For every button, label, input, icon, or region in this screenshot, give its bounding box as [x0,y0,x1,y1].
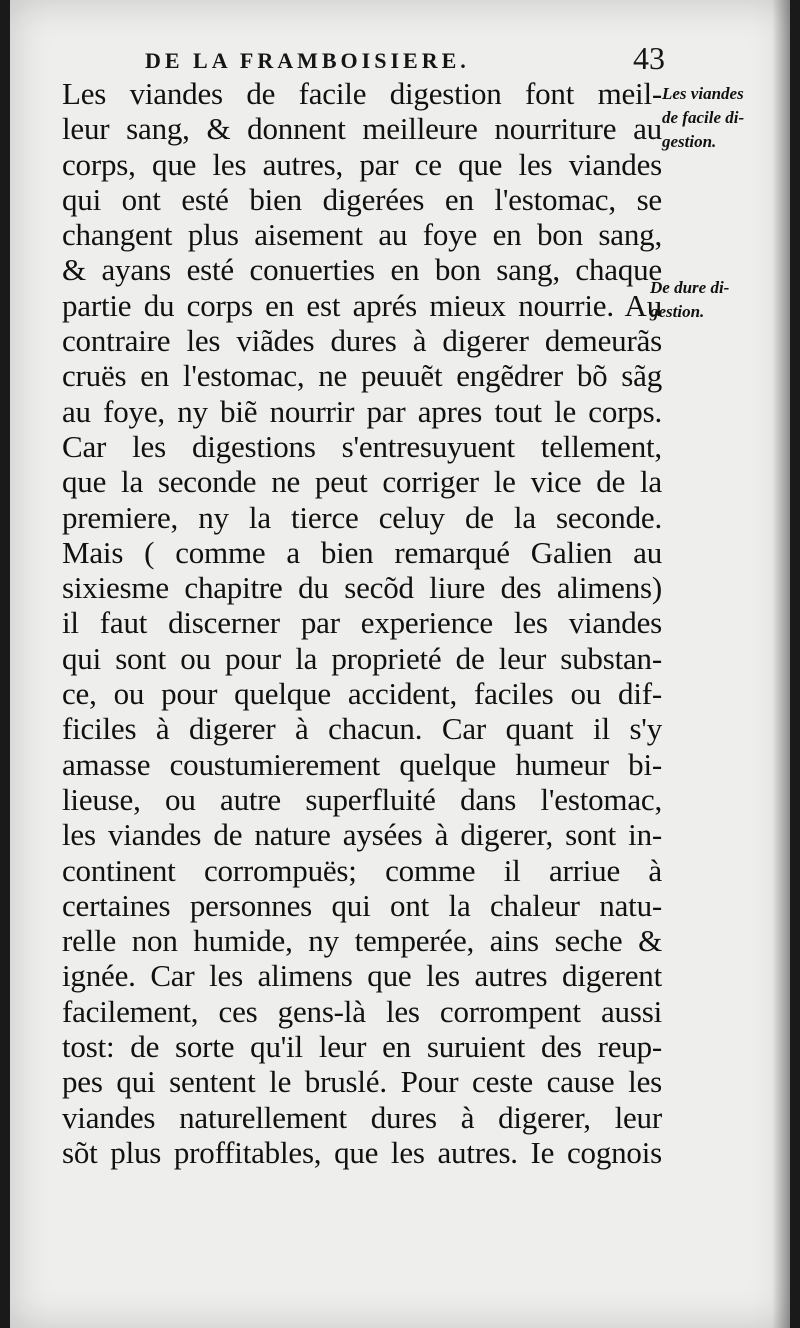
text-line: qui ont esté bien digerées en l'estomac, se [62,181,662,217]
show-through-marks [70,1180,670,1204]
text-line: & ayans esté conuerties en bon sang, chaque [62,252,662,288]
margin-note-line: De dure di- [650,278,730,297]
text-line: au foye, ny biẽ nourrir par apres tout le corps. [62,393,662,429]
text-line: tost: de sorte qu'il leur en suruient des reup- [62,1029,662,1065]
text-line: relle non humide, ny temperée, ains seche & [62,923,662,959]
show-through-marks [680,760,790,784]
text-line: cruës en l'estomac, ne peuuẽt engẽdrer bõ sãg [62,358,662,394]
text-line: certaines personnes qui ont la chaleur natu- [62,887,662,923]
text-line: continent corrompuës; comme il arriue à [62,852,662,888]
text-line: que la seconde ne peut corriger le vice de la [62,464,662,500]
running-head-title: DE LA FRAMBOISIERE. [145,48,470,73]
text-line: corps, que les autres, par ce que les viandes [62,146,662,182]
running-head [145,38,665,78]
text-line: Car les digestions s'entresuyuent tellement, [62,428,662,464]
text-line: ignée. Car les alimens que les autres digerent [62,958,662,994]
text-line: sixiesme chapitre du secõd liure des alimens) [62,570,662,606]
text-line: contraire les viãdes dures à digerer demeurãs [62,323,662,359]
text-line: viandes naturellement dures à digerer, leur [62,1099,662,1135]
text-line: partie du corps en est aprés mieux nourrie. Au [62,287,662,323]
text-line: pes qui sentent le bruslé. Pour ceste cause les [62,1064,662,1100]
text-line: les viandes de nature aysées à digerer, sont in- [62,817,662,853]
text-line: lieuse, ou autre superfluité dans l'estomac, [62,781,662,817]
margin-note-facile-digestion [662,82,787,154]
text-line: facilement, ces gens-là les corrompent aussi [62,993,662,1029]
text-line: Mais ( comme a bien remarqué Galien au [62,534,662,570]
text-line: ficiles à digerer à chacun. Car quant il s'y [62,711,662,747]
margin-note-dure-digestion [650,276,785,324]
book-page [10,0,790,1328]
show-through-marks [670,455,790,479]
page-number: 43 [633,40,665,76]
text-line: sõt plus proffitables, que les autres. Ie cognois [62,1134,662,1170]
text-line: changent plus aisement au foye en bon sang, [62,217,662,253]
text-line: qui sont ou pour la proprieté de leur substan- [62,640,662,676]
text-line: ce, ou pour quelque accident, faciles ou dif- [62,676,662,712]
margin-note-line: Les viandes [662,84,744,103]
margin-note-line: gestion. [650,302,705,321]
text-line: amasse coustumierement quelque humeur bi- [62,746,662,782]
margin-note-line: de facile di- [662,108,745,127]
text-line: Les viandes de facile digestion font meil- [62,76,662,111]
text-line: il faut discerner par experience les viandes [62,605,662,641]
margin-note-line: gestion. [662,132,717,151]
body-text [62,76,662,1170]
text-line: premiere, ny la tierce celuy de la seconde. [62,499,662,535]
text-line: leur sang, & donnent meilleure nourriture au [62,111,662,147]
